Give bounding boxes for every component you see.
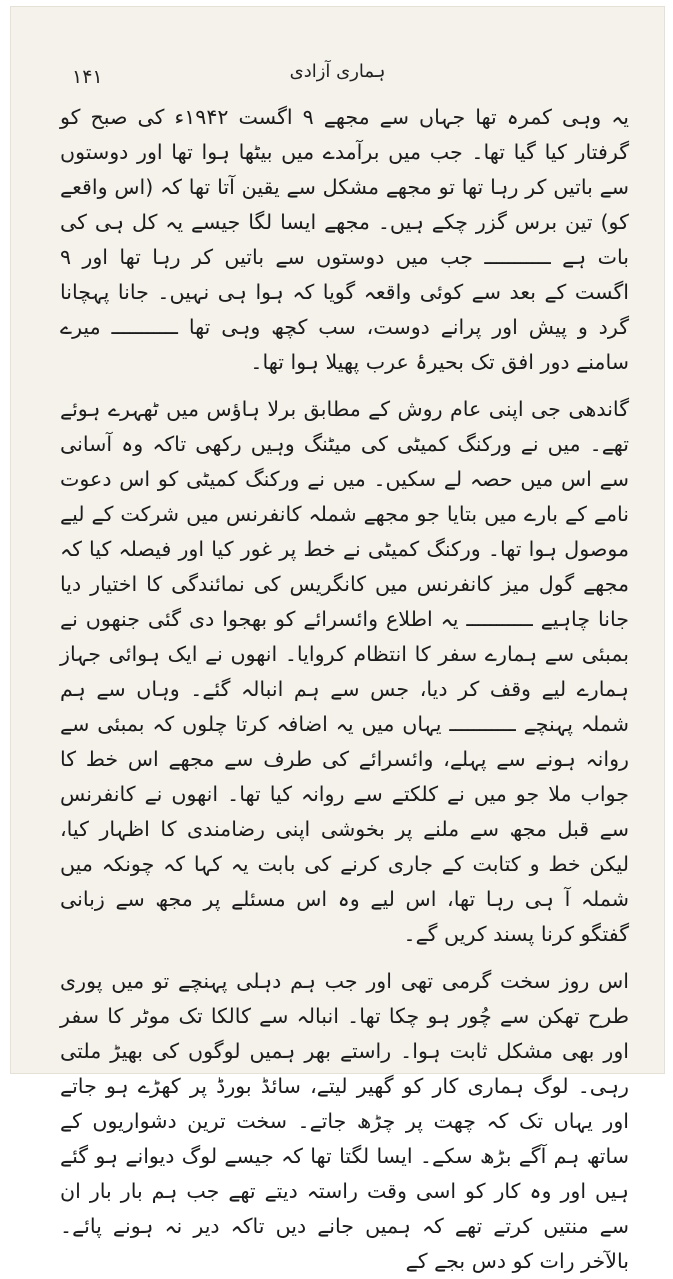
body-text	[60, 100, 629, 1279]
paragraph-1: یہ وہی کمرہ تھا جہاں سے مجھے ۹ اگست ۱۹۴۲ء کی صبح کو گرفتار کیا گیا تھا۔ جب میں برآمدے میں بیٹھا ہوا تھا اور دوستوں سے باتیں کر رہا تھا تو مجھے مشکل سے یقین آتا تھا کہ (اس واقعے کو) تین برس گزر چکے ہیں۔ مجھے ایسا لگا جیسے یہ کل ہی کی بات ہے ـــــــــــ جب میں دوستوں سے باتیں کر رہا تھا اور ۹ اگست کے بعد سے کوئی واقعہ گویا کہ ہوا ہی نہیں۔ جانا پہچانا گرد و پیش اور پرانے دوست، سب کچھ وہی تھا ـــــــــــ میرے سامنے دور افق تک بحیرۂ عرب پھیلا ہوا تھا۔	[60, 105, 629, 374]
paragraph-3: اس روز سخت گرمی تھی اور جب ہم دہلی پہنچے تو میں پوری طرح تھکن سے چُور ہو چکا تھا۔ انبالہ سے کالکا تک موٹر کا سفر اور بھی مشکل ثابت ہوا۔ راستے بھر ہمیں لوگوں کی بھیڑ ملتی رہی۔ لوگ ہماری کار کو گھیر لیتے، سائڈ بورڈ پر کھڑے ہو جاتے اور یہاں تک کہ چھت پر چڑھ جاتے۔ سخت ترین دشواریوں کے ساتھ ہم آگے بڑھ سکے۔ ایسا لگتا تھا کہ جیسے لوگ دیوانے ہو گئے ہیں اور وہ کار کو اسی وقت راستہ دیتے تھے جب ہم بار بار ان سے منتیں کرتے تھے کہ ہمیں جانے دیں تاکہ دیر نہ ہونے پائے۔ بالآخر رات کو دس بجے کے	[60, 969, 629, 1273]
running-title: ہماری آزادی	[289, 61, 386, 82]
book-page	[10, 6, 665, 1273]
page-number: ۱۴۱	[72, 66, 103, 88]
paragraph-2: گاندھی جی اپنی عام روش کے مطابق برلا ہاؤس میں ٹھہرے ہوئے تھے۔ میں نے ورکنگ کمیٹی کی میٹنگ وہیں رکھی تاکہ وہ آسانی سے اس میں حصہ لے سکیں۔ میں نے ورکنگ کمیٹی کو اس دعوت نامے کے بارے میں بتایا جو مجھے شملہ کانفرنس میں شرکت کے لیے موصول ہوا تھا۔ ورکنگ کمیٹی نے خط پر غور کیا اور فیصلہ کیا کہ مجھے گول میز کانفرنس میں کانگریس کی نمائندگی کا اختیار دیا جانا چاہیے ـــــــــــ یہ اطلاع وائسرائے کو بھجوا دی گئی جنھوں نے بمبئی سے ہمارے سفر کا انتظام کروایا۔ انھوں نے ایک ہوائی جہاز ہمارے لیے وقف کر دیا، جس سے ہم انبالہ گئے۔ وہاں سے ہم شملہ پہنچے ـــــــــــ یہاں میں یہ اضافہ کرتا چلوں کہ بمبئی سے روانہ ہونے سے پہلے، وائسرائے کی طرف سے مجھے اس خط کا جواب ملا جو میں نے کلکتے سے روانہ کیا تھا۔ انھوں نے کانفرنس سے قبل مجھ سے ملنے پر بخوشی اپنی رضامندی کا اظہار کیا، لیکن خط و کتابت کے جاری کرنے کی بابت یہ کہا کہ چونکہ میں شملہ آ ہی رہا تھا، اس لیے وہ اس مسئلے پر مجھ سے زبانی گفتگو کرنا پسند کریں گے۔	[60, 397, 629, 946]
